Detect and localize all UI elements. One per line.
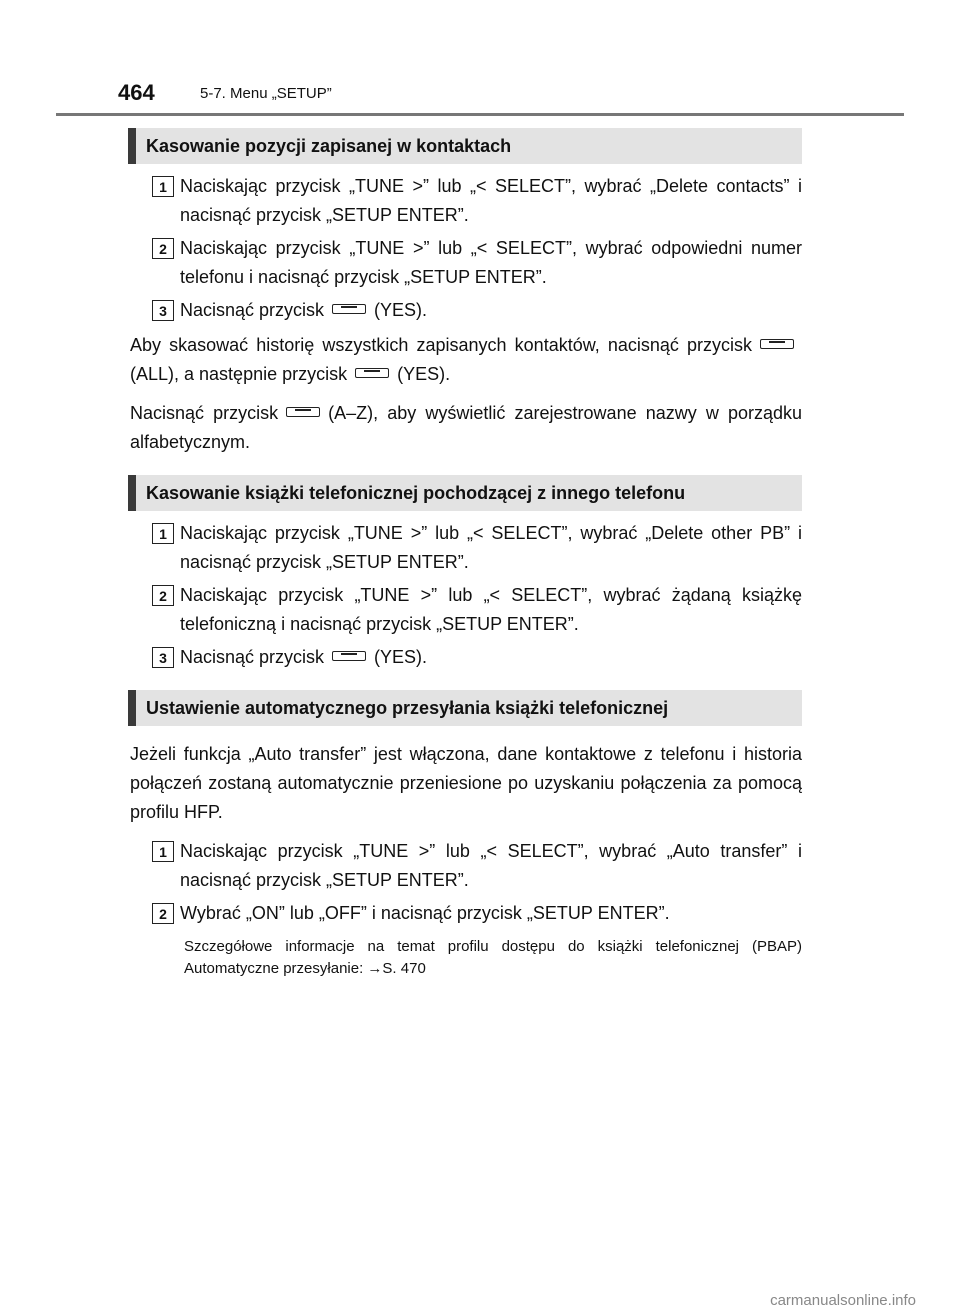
step-item: [128, 296, 802, 325]
steps-delete-other-pb: [128, 519, 802, 672]
paragraph-sort-az: [128, 399, 802, 457]
step-number-badge: 1: [152, 176, 174, 197]
step-item: [128, 899, 802, 928]
chapter-title: 5-7. Menu „SETUP”: [200, 85, 332, 102]
step-text: Naciskając przycisk „TUNE >” lub „< SELECT”, wybrać „Delete contacts” i nacisnąć przycisk „SETUP ENTER”.: [180, 176, 802, 225]
steps-delete-contact: [128, 172, 802, 325]
step-text: Wybrać „ON” lub „OFF” i nacisnąć przycisk „SETUP ENTER”.: [180, 903, 670, 923]
paragraph-text: (YES).: [397, 364, 451, 384]
yes-button-icon: [332, 651, 366, 661]
page-content: [128, 128, 802, 980]
paragraph-text: (ALL), a następnie przycisk: [130, 364, 348, 384]
page-number: 464: [118, 80, 155, 105]
yes-button-icon: [332, 304, 366, 314]
yes-button-icon: [355, 368, 389, 378]
step-text: Nacisnąć przycisk: [180, 647, 325, 667]
step-text: Naciskając przycisk „TUNE >” lub „< SELECT”, wybrać odpowiedni numer telefonu i nacisnąć przycisk „SETUP ENTER”.: [180, 238, 802, 287]
step-item: [128, 519, 802, 577]
step-number-badge: 3: [152, 647, 174, 668]
step-item: [128, 172, 802, 230]
step-text: Naciskając przycisk „TUNE >” lub „< SELECT”, wybrać „Auto transfer” i nacisnąć przycisk „SETUP ENTER”.: [180, 841, 802, 890]
step-text: Naciskając przycisk „TUNE >” lub „< SELECT”, wybrać żądaną książkę telefoniczną i nacisnąć przycisk „SETUP ENTER”.: [180, 585, 802, 634]
paragraph-text: Nacisnąć przycisk: [130, 403, 279, 423]
step-text: Naciskając przycisk „TUNE >” lub „< SELECT”, wybrać „Delete other PB” i nacisnąć przycisk „SETUP ENTER”.: [180, 523, 802, 572]
section-heading-auto-transfer: Ustawienie automatycznego przesyłania książki telefonicznej: [128, 690, 802, 726]
step-number-badge: 2: [152, 585, 174, 606]
step-number-badge: 2: [152, 903, 174, 924]
step-item: [128, 837, 802, 895]
step-number-badge: 2: [152, 238, 174, 259]
reference-note: Szczegółowe informacje na temat profilu dostępu do książki telefonicznej (PBAP) Automatyczne przesyłanie: →S. 470: [184, 938, 802, 977]
step-number-badge: 1: [152, 523, 174, 544]
header-rule: [56, 113, 904, 116]
paragraph-auto-transfer-intro: Jeżeli funkcja „Auto transfer” jest włączona, dane kontaktowe z telefonu i historia połączeń zostaną automatycznie przeniesione po uzyskaniu połączenia za pomocą profilu HFP.: [130, 744, 802, 822]
step-item: [128, 234, 802, 292]
steps-auto-transfer: [128, 837, 802, 928]
paragraph-delete-all: [128, 331, 802, 389]
step-text-suffix: (YES).: [374, 647, 428, 667]
a-z-button-icon: [286, 407, 320, 417]
step-text-suffix: (YES).: [374, 300, 428, 320]
paragraph-text: Aby skasować historię wszystkich zapisanych kontaktów, nacisnąć przycisk: [130, 335, 752, 355]
watermark: carmanualsonline.info: [770, 1292, 916, 1309]
paragraph-text: (A–Z), aby wyświetlić zarejestrowane nazwy w porządku alfabetycznym.: [130, 403, 802, 452]
section-heading-delete-other-pb: Kasowanie książki telefonicznej pochodzącej z innego telefonu: [128, 475, 802, 511]
section-heading-delete-contact: Kasowanie pozycji zapisanej w kontaktach: [128, 128, 802, 164]
step-number-badge: 3: [152, 300, 174, 321]
all-button-icon: [760, 339, 794, 349]
step-text: Nacisnąć przycisk: [180, 300, 325, 320]
step-item: [128, 643, 802, 672]
step-number-badge: 1: [152, 841, 174, 862]
step-item: [128, 581, 802, 639]
